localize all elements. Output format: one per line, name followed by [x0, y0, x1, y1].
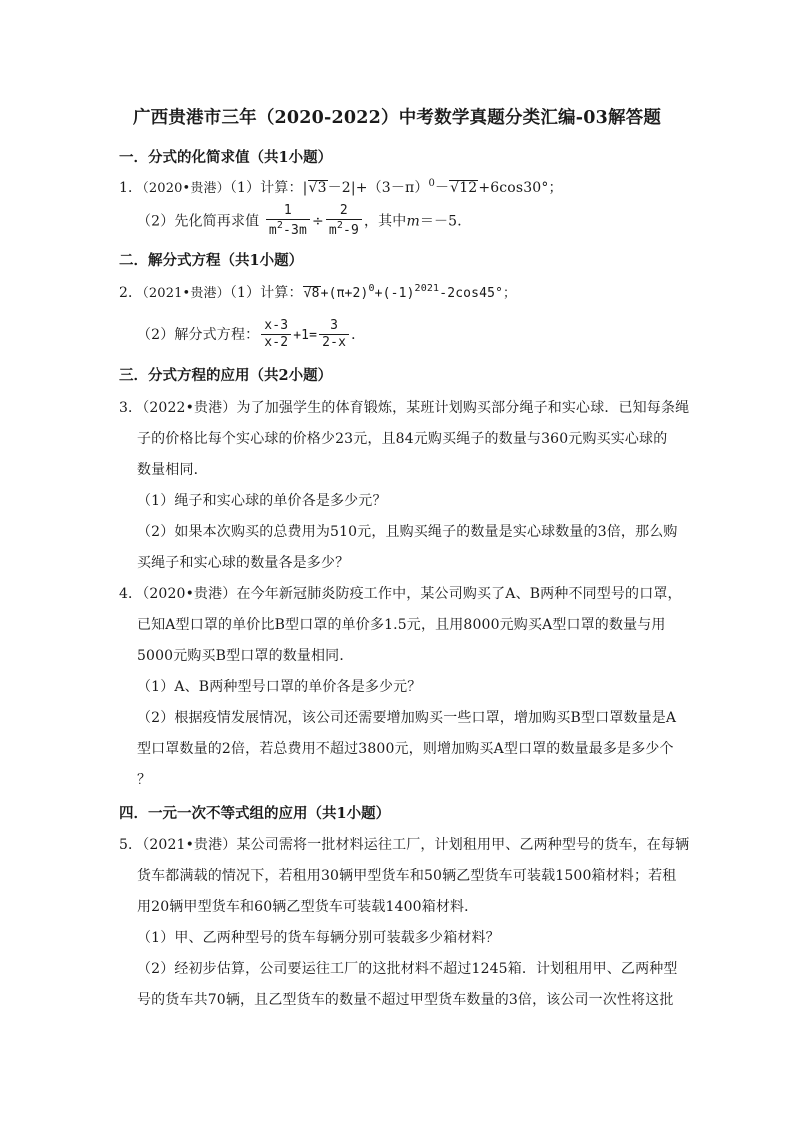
question-3-line: 3．（2022•贵港）为了加强学生的体育锻炼，某班计划购买部分绳子和实心球．已知每条绳: [119, 400, 690, 416]
page-title: 广西贵港市三年（2020-2022）中考数学真题分类汇编-03解答题: [132, 108, 662, 128]
question-5-line: （2）经初步估算，公司要运往工厂的这批材料不超过1245箱．计划租用甲、乙两种型: [137, 961, 678, 977]
question-4-line: 型口罩数量的2倍，若总费用不超过3800元，则增加购买A型口罩的数量最多是多少个: [137, 741, 674, 757]
question-3-line: 数量相同．: [137, 462, 208, 478]
question-source: （2020•贵港）: [142, 181, 230, 196]
section-heading-2: 二．解分式方程（共1小题）: [119, 252, 304, 269]
question-2-part-1: 2．（2021•贵港）（1）计算：$√8+(\pi+2)^0+(-1)^{2021}-2\cos 45^\circ$；: [119, 283, 517, 301]
question-4-line: （2）根据疫情发展情况，该公司还需要增加购买一些口罩，增加购买B型口罩数量是A: [137, 710, 677, 726]
fraction-1: $\frac{1}{m^2-3m}$: [266, 203, 310, 240]
question-3-line: （1）绳子和实心球的单价各是多少元？: [137, 493, 387, 509]
question-3-line: （2）如果本次购买的总费用为510元，且购买绳子的数量是实心球数量的3倍，那么购: [137, 524, 678, 540]
question-4-line: 已知A型口罩的单价比B型口罩的单价多1.5元，且用8000元购买A型口罩的数量与用: [137, 617, 666, 633]
question-2-part-2: （2）解分式方程： $\frac{x-3}{x-2}$ +1= $\frac{3}{2-x}$ ．: [137, 318, 366, 351]
question-1-part-1: 1．（2020•贵港）（1）计算：$|√3-2|+(3-\pi)^0-√12+6\cos 30^\circ$；: [119, 178, 563, 196]
question-4-line: 4．（2020•贵港）在今年新冠肺炎防疫工作中，某公司购买了A、B两种不同型号的口罩，: [119, 586, 682, 602]
question-4-line: ？: [137, 772, 152, 788]
section-heading-4: 四．一元一次不等式组的应用（共1小题）: [119, 805, 391, 822]
question-4-line: 5000元购买B型口罩的数量相同．: [137, 648, 354, 664]
fraction-2: $\frac{2}{m^2-9}$: [326, 203, 362, 240]
fraction-3: $\frac{x-3}{x-2}$: [261, 318, 291, 352]
question-1-part-2: （2）先化简再求值 $\frac{1}{m^2-3m}$ ÷ $\frac{2}{m^2-9}$ ，其中m＝－5．: [137, 203, 472, 239]
sqrt-8: √8: [303, 286, 320, 301]
fraction-4: $\frac{3}{2-x}$: [319, 318, 349, 352]
sqrt-12: √12: [450, 180, 478, 196]
section-heading-3: 三．分式方程的应用（共2小题）: [119, 367, 333, 384]
question-number: 1．: [119, 180, 143, 196]
question-3-line: 买绳子和实心球的数量各是多少？: [137, 555, 350, 571]
section-heading-1: 一．分式的化简求值（共1小题）: [119, 149, 333, 166]
question-5-line: 5．（2021•贵港）某公司需将一批材料运往工厂，计划租用甲、乙两种型号的货车，在每辆: [119, 837, 690, 853]
question-4-line: （1）A、B两种型号口罩的单价各是多少元？: [137, 679, 422, 695]
question-3-line: 子的价格比每个实心球的价格少23元，且84元购买绳子的数量与360元购买实心球的: [137, 431, 668, 447]
question-5-line: 货车都满载的情况下，若租用30辆甲型货车和50辆乙型货车可装载1500箱材料；若租: [137, 868, 677, 884]
question-5-line: （1）甲、乙两种型号的货车每辆分别可装载多少箱材料？: [137, 930, 500, 946]
question-5-line: 号的货车共70辆，且乙型货车的数量不超过甲型货车数量的3倍，该公司一次性将这批: [137, 992, 674, 1008]
sqrt-3: √3: [308, 180, 327, 196]
question-5-line: 用20辆甲型货车和60辆乙型货车可装载1400箱材料．: [137, 899, 479, 915]
